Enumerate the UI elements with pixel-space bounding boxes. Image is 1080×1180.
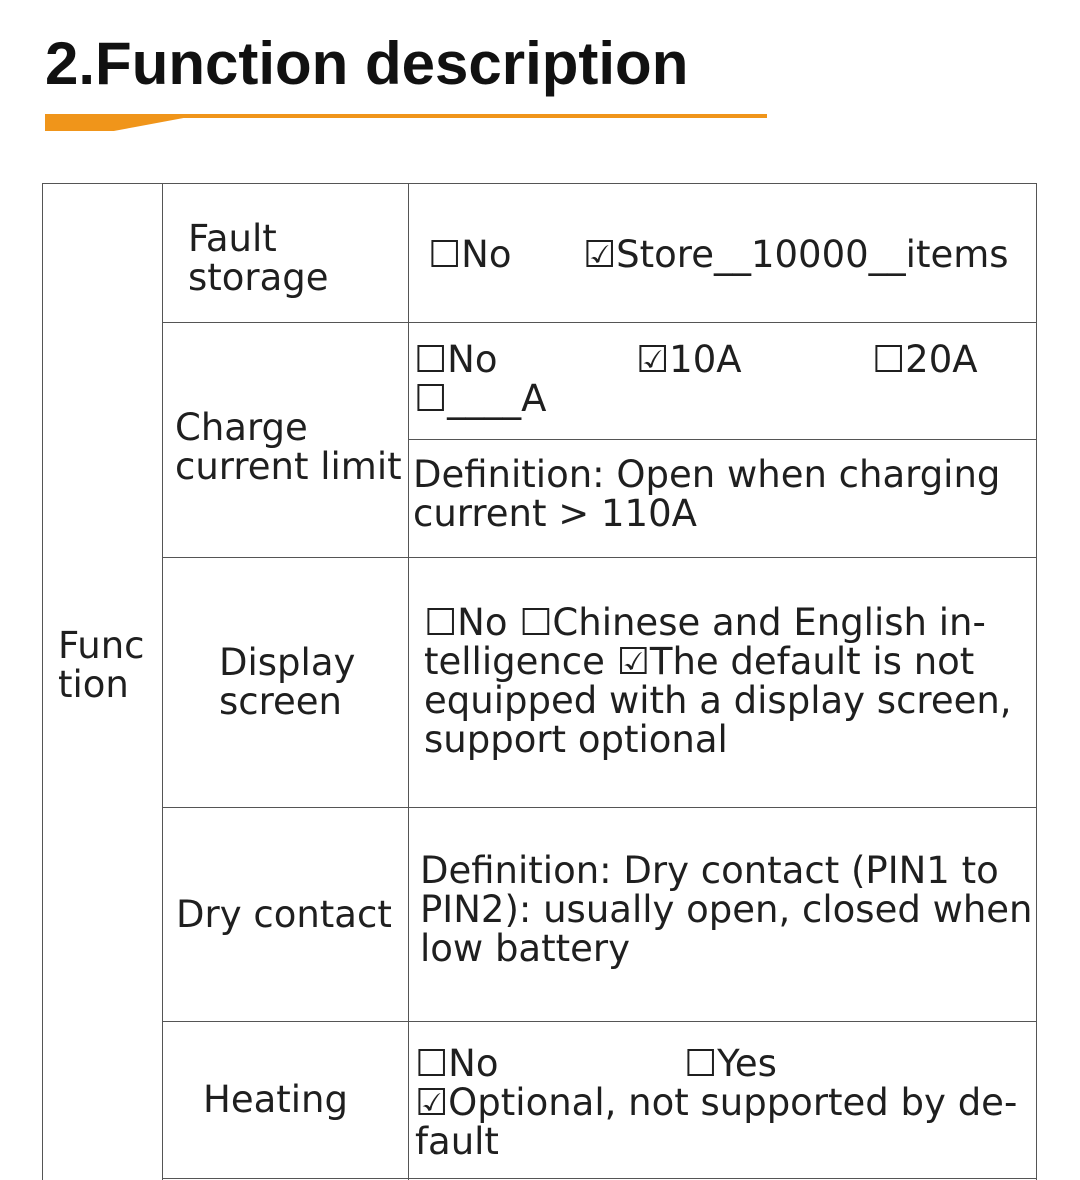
display-options-line: support optional xyxy=(424,718,728,761)
row-label: Fault xyxy=(188,217,277,260)
page-title: 2.Function description xyxy=(45,30,689,97)
option-label: ____A xyxy=(447,377,547,420)
row-label: Display xyxy=(219,641,356,684)
definition-text: current > 110A xyxy=(413,492,697,535)
checkbox-checked-icon: ☑ xyxy=(583,233,617,276)
option-no xyxy=(415,1044,499,1083)
option-label: No xyxy=(447,338,498,381)
heating-option-line: fault xyxy=(415,1120,499,1163)
row-label: current limit xyxy=(175,445,402,488)
option-label: No xyxy=(461,233,512,276)
option-10a xyxy=(636,340,742,379)
row-label: screen xyxy=(219,680,342,723)
checkbox-unchecked-icon: ☐ xyxy=(872,338,906,381)
checkbox-unchecked-icon: ☐ xyxy=(415,1042,449,1085)
option-label: 10A xyxy=(669,338,742,381)
checkbox-unchecked-icon: ☐ xyxy=(428,233,462,276)
title-underline xyxy=(45,114,767,132)
option-label: Yes xyxy=(717,1042,777,1085)
definition-text: low battery xyxy=(420,927,630,970)
option-no xyxy=(414,340,498,379)
option-custom-a xyxy=(414,379,546,418)
heating-option-line: ☑Optional, not supported by de- xyxy=(415,1081,1018,1124)
option-label: 20A xyxy=(905,338,978,381)
checkbox-checked-icon: ☑ xyxy=(636,338,670,381)
row-label: Heating xyxy=(203,1078,348,1121)
category-label-line2: tion xyxy=(58,663,129,706)
category-label-line1: Func xyxy=(58,624,145,667)
row-label: storage xyxy=(188,256,329,299)
option-store-items xyxy=(583,235,1009,274)
definition-text: Definition: Dry contact (PIN1 to xyxy=(420,849,999,892)
display-options-line: equipped with a display screen, xyxy=(424,679,1012,722)
display-options-line: ☐No ☐Chinese and English in- xyxy=(424,601,986,644)
option-no xyxy=(428,235,512,274)
checkbox-unchecked-icon: ☐ xyxy=(684,1042,718,1085)
row-label: Charge xyxy=(175,406,308,449)
checkbox-unchecked-icon: ☐ xyxy=(414,338,448,381)
row-label: Dry contact xyxy=(176,893,392,936)
checkbox-unchecked-icon: ☐ xyxy=(414,377,448,420)
option-label: Store__10000__items xyxy=(616,233,1009,276)
option-20a xyxy=(872,340,978,379)
definition-text: Definition: Open when charging xyxy=(413,453,1001,496)
definition-text: PIN2): usually open, closed when xyxy=(420,888,1033,931)
display-options-line: telligence ☑The default is not xyxy=(424,640,975,683)
option-label: No xyxy=(448,1042,499,1085)
option-yes xyxy=(684,1044,777,1083)
